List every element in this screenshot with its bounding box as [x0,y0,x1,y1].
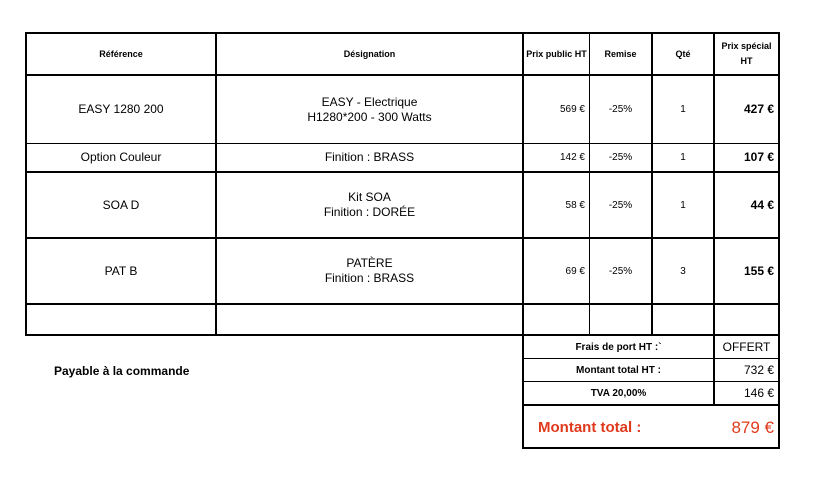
row-reference: EASY 1280 200 [78,102,164,116]
montant-total-value: 879 € [731,418,774,437]
row-remise: -25% [608,104,633,115]
row-remise: -25% [608,199,633,211]
row-prix-public: 58 € [565,199,585,211]
row-qte: 1 [680,199,686,211]
row-prix-special: 44 € [750,197,774,212]
montant-ht-value: 732 € [743,362,774,377]
row-prix-special: 155 € [743,263,774,278]
header-remise: Remise [604,48,637,59]
row-designation [217,239,522,303]
montant-ht-label: Montant total HT : [576,364,661,376]
header-prix-public: Prix public HT [526,48,587,59]
header-reference: Référence [99,48,143,59]
designation-line-1: EASY - Electrique [321,94,418,109]
row-reference: SOA D [102,197,140,212]
designation-line-2: Finition : DORÉE [323,205,416,219]
montant-total-label: Montant total : [538,419,642,436]
designation-line-2: Finition : BRASS [324,271,415,285]
row-prix-public: 142 € [559,152,585,163]
frais-de-port-value: OFFERT [722,339,771,354]
row-qte: 1 [680,152,686,163]
row-reference: Option Couleur [80,150,162,164]
row-remise: -25% [608,152,633,163]
row-designation [217,173,522,237]
header-qte: Qté [675,48,691,59]
row-qte: 1 [680,104,686,115]
designation-line-1: Kit SOA [348,190,391,204]
designation-line-1: PATÈRE [346,256,393,270]
row-prix-special: 107 € [743,150,774,164]
row-designation: Finition : BRASS [324,150,415,164]
tva-label: TVA 20,00% [590,387,647,399]
frais-de-port-label: Frais de port HT :` [575,341,662,353]
header-prix-special: Prix spécial HT [721,41,772,66]
row-designation [217,76,522,143]
header-designation: Désignation [343,48,396,59]
row-prix-special: 427 € [743,102,774,116]
designation-line-2: H1280*200 - 300 Watts [307,109,432,124]
tva-value: 146 € [743,385,774,400]
row-reference: PAT B [104,263,138,278]
row-prix-public: 69 € [565,265,585,277]
row-remise: -25% [608,265,633,277]
row-qte: 3 [680,265,686,277]
payment-note: Payable à la commande [54,364,190,378]
row-prix-public: 569 € [559,104,585,115]
